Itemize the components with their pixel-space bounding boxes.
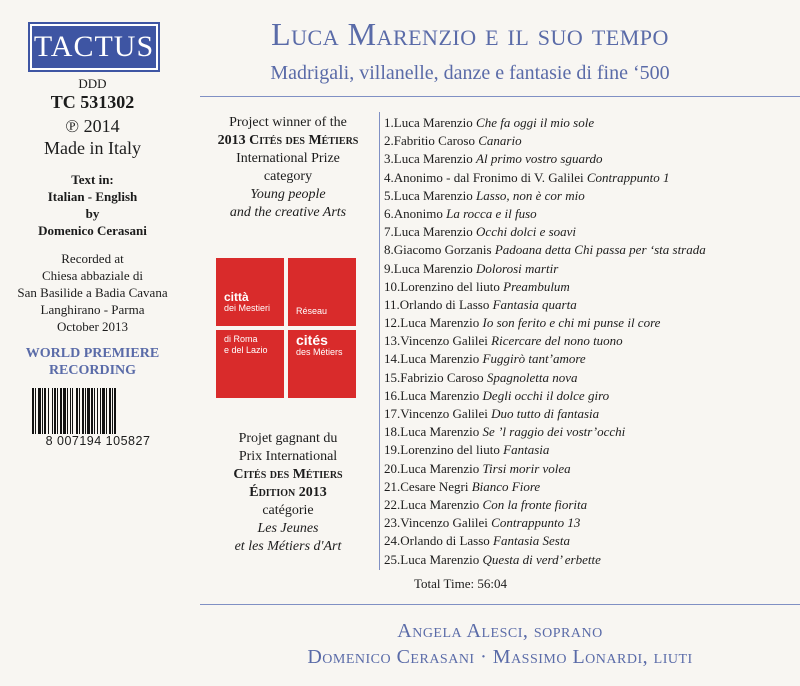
track-row (384, 205, 794, 223)
track-composer: Vincenzo Galilei (400, 515, 488, 531)
premiere-line: RECORDING (48, 363, 137, 378)
logo-left-top (224, 292, 270, 314)
track-composer: Vincenzo Galilei (400, 406, 488, 421)
track-row (384, 551, 794, 569)
track-composer: Luca Marenzio (393, 115, 473, 130)
track-row (384, 150, 794, 168)
track-number: 11. (384, 296, 400, 312)
logo-right-top: Réseau (296, 306, 328, 316)
languages: Italian - English (47, 189, 138, 204)
logo-text: città (224, 290, 249, 304)
track-composer: Giacomo Gorzanis (393, 242, 492, 258)
world-premiere (0, 345, 185, 379)
logo-right-bottom (296, 334, 343, 358)
track-row (384, 350, 794, 368)
track-number: 24. (384, 533, 401, 549)
track-number: 16. (384, 387, 401, 403)
track-row (384, 496, 794, 514)
track-composer: Luca Marenzio (393, 187, 473, 203)
track-title: Ricercare del nono tuono (491, 333, 623, 349)
recorded-line: October 2013 (56, 319, 129, 334)
track-composer: Fabrizio Caroso (400, 369, 484, 385)
footer-divider (200, 604, 800, 605)
prize-line: catégorie (262, 503, 314, 518)
track-row (384, 278, 794, 296)
recorded-line: San Basilide a Badia Cavana (17, 285, 168, 300)
track-composer: Lorenzino del liuto (400, 278, 500, 294)
track-title: Che fa oggi il mio sole (476, 115, 595, 130)
prize-line: et les Métiers d'Art (234, 539, 342, 554)
track-title: Tirsi morir volea (482, 460, 571, 476)
track-number: 23. (384, 515, 401, 531)
track-row (384, 223, 794, 241)
track-composer: Luca Marenzio (400, 387, 480, 403)
text-in-label: Text in: (71, 172, 114, 187)
prize-line: category (263, 169, 313, 184)
track-title: Duo tutto di fantasia (491, 406, 600, 421)
barcode-digits: 8 007194 105827 (45, 434, 151, 448)
track-row (384, 423, 794, 441)
performer-line-2 (200, 646, 800, 669)
track-list (384, 114, 794, 569)
text-author: Domenico Cerasani (38, 223, 147, 238)
track-title: Io son ferito e chi mi punse il core (482, 315, 661, 331)
track-title: Bianco Fiore (471, 478, 541, 494)
by-label: by (85, 206, 100, 221)
prize-line: Projet gagnant du (238, 431, 338, 446)
track-composer: Luca Marenzio (400, 424, 480, 440)
album-title: Luca Marenzio e il suo tempo (271, 16, 669, 52)
track-row (384, 241, 794, 259)
prize-line: Édition 2013 (249, 485, 327, 500)
logo-text: e del Lazio (224, 345, 268, 355)
prize-line: and the creative Arts (229, 205, 347, 220)
track-number: 19. (384, 442, 401, 458)
track-row (384, 460, 794, 478)
track-composer: Luca Marenzio (400, 551, 480, 567)
track-row (384, 441, 794, 459)
track-composer: Luca Marenzio (400, 496, 480, 512)
track-number: 14. (384, 351, 401, 367)
premiere-line: WORLD PREMIERE (25, 346, 160, 361)
track-row (384, 478, 794, 496)
logo-text: cités (296, 332, 328, 348)
track-row (384, 387, 794, 405)
track-composer: Anonimo - dal Fronimo di V. Galilei (393, 169, 584, 185)
logo-left-bottom (224, 334, 268, 356)
catalog-number: TC 531302 (50, 92, 135, 112)
performer-name: Angela Alesci (397, 620, 523, 642)
track-title: Preambulum (503, 278, 570, 294)
prize-line: Project winner of the (229, 115, 347, 130)
track-row (384, 532, 794, 550)
track-number: 13. (384, 333, 401, 349)
track-title: Dolorosi martir (476, 260, 559, 276)
track-title: Questa di verd’ erbette (482, 551, 601, 567)
track-number: 18. (384, 424, 401, 440)
performer-line-1 (200, 620, 800, 643)
track-composer: Anonimo (393, 205, 443, 221)
phonogram-year: ℗ 2014 (65, 116, 120, 136)
performer-name: Massimo Lonardi (492, 646, 643, 668)
track-number: 2. (384, 133, 394, 149)
track-title: Contrappunto 1 (586, 169, 670, 185)
prize-french (200, 430, 376, 556)
ddd-label: DDD (78, 76, 107, 91)
tactus-logo (28, 22, 160, 72)
track-composer: Lorenzino del liuto (400, 442, 500, 458)
track-number: 17. (384, 406, 401, 421)
header-divider (200, 96, 800, 97)
track-composer: Orlando di Lasso (400, 533, 490, 549)
track-title: Spagnoletta nova (486, 369, 578, 385)
track-number: 10. (384, 278, 401, 294)
brand-text: TACTUS (33, 30, 155, 63)
track-title: Contrappunto 13 (491, 515, 581, 531)
track-title: Con la fronte fiorita (482, 496, 588, 512)
column-divider (379, 112, 380, 570)
track-row (384, 296, 794, 314)
track-title: Fuggirò tant’amore (482, 351, 586, 367)
track-row (384, 187, 794, 205)
total-time: Total Time: 56:04 (414, 576, 507, 591)
track-row (384, 314, 794, 332)
performer-role: , liuti (642, 646, 693, 668)
prize-line: International Prize (236, 151, 340, 166)
track-number: 5. (384, 187, 394, 203)
track-row (384, 332, 794, 350)
track-number: 8. (384, 242, 394, 258)
track-title: Lasso, non è cor mio (476, 187, 585, 203)
track-row (384, 260, 794, 278)
track-number: 6. (384, 205, 394, 221)
logo-text: dei Mestieri (224, 303, 271, 313)
track-number: 21. (384, 478, 401, 494)
track-title: Fantasia quarta (492, 296, 577, 312)
barcode (30, 388, 156, 434)
track-number: 25. (384, 551, 401, 567)
album-subtitle: Madrigali, villanelle, danze e fantasie di fine ‘500 (270, 62, 670, 84)
recorded-line: Langhirano - Parma (40, 302, 145, 317)
track-row (384, 132, 794, 150)
track-title: La rocca e il fuso (446, 205, 537, 221)
track-composer: Luca Marenzio (393, 260, 473, 276)
recorded-line: Chiesa abbaziale di (41, 268, 144, 283)
track-number: 12. (384, 315, 401, 331)
recorded-line: Recorded at (61, 251, 124, 266)
track-composer: Orlando di Lasso (399, 296, 490, 312)
performer-name: Domenico Cerasani (307, 646, 475, 668)
prize-line: 2013 Cités des Métiers (217, 133, 359, 148)
track-composer: Fabritio Caroso (393, 133, 475, 149)
track-number: 22. (384, 496, 401, 512)
prize-line: Les Jeunes (257, 521, 319, 536)
track-number: 15. (384, 369, 401, 385)
track-number: 7. (384, 224, 394, 240)
track-title: Al primo vostro sguardo (476, 151, 603, 167)
track-row (384, 169, 794, 187)
track-composer: Cesare Negri (400, 478, 469, 494)
track-title: Degli occhi il dolce giro (482, 387, 610, 403)
track-title: Padoana detta Chi passa per ‘sta strada (494, 242, 706, 258)
track-number: 3. (384, 151, 394, 167)
prize-line: Young people (250, 187, 326, 202)
track-composer: Luca Marenzio (393, 224, 473, 240)
track-title: Canario (478, 133, 522, 149)
logo-text: des Métiers (296, 347, 343, 357)
track-composer: Luca Marenzio (400, 315, 480, 331)
track-title: Occhi dolci e soavi (476, 224, 577, 240)
separator: · (474, 646, 493, 668)
track-composer: Luca Marenzio (400, 351, 480, 367)
track-title: Se ’l raggio dei vostr’occhi (482, 424, 626, 440)
track-row (384, 114, 794, 132)
track-number: 1. (384, 115, 394, 130)
prize-line: Prix International (238, 449, 338, 464)
track-title: Fantasia Sesta (493, 533, 570, 549)
recording-info (0, 250, 185, 335)
track-number: 9. (384, 260, 394, 276)
track-title: Fantasia (503, 442, 550, 458)
track-row (384, 369, 794, 387)
track-row (384, 405, 794, 423)
track-row (384, 514, 794, 532)
track-composer: Vincenzo Galilei (400, 333, 488, 349)
track-number: 4. (384, 169, 394, 185)
cites-des-metiers-logo (216, 258, 356, 398)
made-in: Made in Italy (44, 138, 141, 158)
track-composer: Luca Marenzio (400, 460, 480, 476)
performer-role: , soprano (522, 620, 603, 642)
track-number: 20. (384, 460, 401, 476)
track-composer: Luca Marenzio (393, 151, 473, 167)
prize-english (200, 114, 376, 222)
logo-text: di Roma (224, 334, 258, 344)
prize-line: Cités des Métiers (233, 467, 343, 482)
